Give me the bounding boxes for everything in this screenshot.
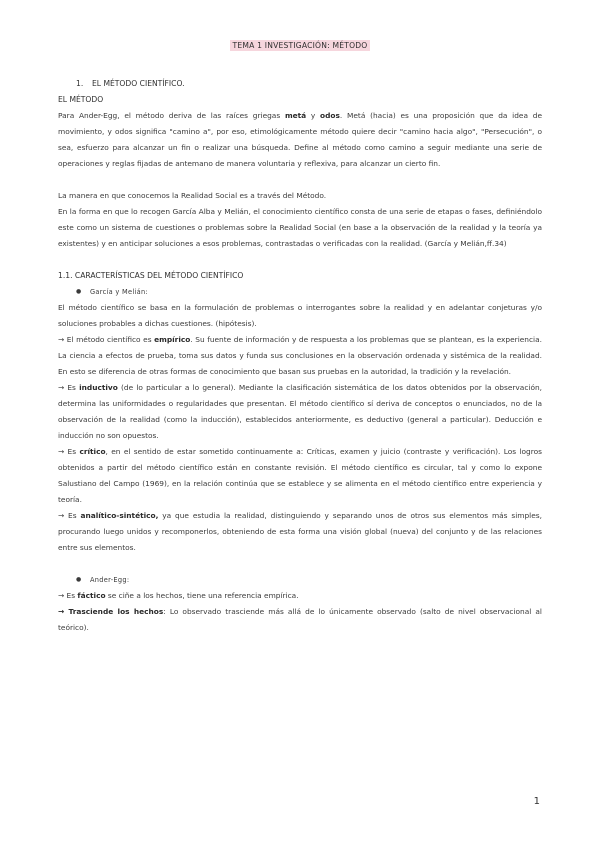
paragraph-realidad-social: La manera en que conocemos la Realidad Social es a través del Método. [58,191,327,200]
subheading-el-metodo: EL MÉTODO [58,95,104,104]
bullet-garcia-melian: ● García y Melián: [58,284,542,300]
section-heading: 1. EL MÉTODO CIENTÍFICO. [76,79,185,88]
paragraph-analitico: → Es analítico-sintético, ya que estudia la realidad, distinguiendo y separando unos de otros sus elementos más simples, procurando luego unidos y recomponerlos, obteniendo de esta forma una visión global (nueva) del conjunto y de las relaciones entre sus elementos. [58,511,542,552]
section-heading-caracteristicas: 1.1. CARACTERÍSTICAS DEL MÉTODO CIENTÍFICO [58,271,244,280]
paragraph-inductivo: → Es inductivo (de lo particular a lo general). Mediante la clasificación sistemática de los datos obtenidos por la observación, determina las uniformidades o regularidades que presentan. El método científico sí deriva de conceptos o enunciados, no de la observación de la realidad (como la inducción), establecidos anteriormente, es deductivo (general a particular). Deducción e inducción no son opuestos. [58,383,542,440]
paragraph-intro: El método científico se basa en la formulación de problemas o interrogantes sobre la realidad y en adelantar conjeturas y/o soluciones probables a dichas cuestiones. (hipótesis). [58,303,542,328]
bullet-ander-egg: ● Ander-Egg: [58,572,542,588]
paragraph-critico: → Es crítico, en el sentido de estar sometido continuamente a: Críticas, examen y juicio (contraste y verificación). Los logros obtenidos a partir del método científico están en constante revisión. El método científico es circular, tal y como lo expone Salustiano del Campo (1969), en la relación continúa que se establece y se alimenta en el método científico entre experiencia y teoría. [58,447,542,504]
paragraph-empirico: → El método científico es empírico. Su fuente de información y de respuesta a los problemas que se plantean, es la experiencia. La ciencia a efectos de prueba, toma sus datos y funda sus conclusiones en la observación ordenada y sistémica de la realidad. En esto se diferencia de otras formas de conocimiento que basan sus pruebas en la autoridad, la tradición y la revelación. [58,335,542,376]
page-number: 1 [533,796,540,807]
title-highlight: TEMA 1 INVESTIGACIÓN: MÉTODO [230,40,371,51]
paragraph-garcia-melian: En la forma en que lo recogen García Alba y Melián, el conocimiento científico consta de una serie de etapas o fases, definiéndolo este como un sistema de cuestiones o problemas sobre la Realidad Social (en base a la observación de la realidad y la teoría ya existentes) y en anticipar soluciones a esos problemas, contrastadas o verificadas con la realidad. (García y Melián,ff.34) [58,207,542,248]
bullet-icon: ● [76,288,82,295]
bullet-icon: ● [76,576,82,583]
paragraph-ander-egg: Para Ander-Egg, el método deriva de las raíces griegas metá y odos. Metá (hacia) es una proposición que da idea de movimiento, y odos significa "camino a", por eso, etimológicamente método quiere decir "camino hacia algo", "Persecución", o sea, esfuerzo para alcanzar un fin o realizar una búsqueda. Define al método como camino a seguir mediante una serie de operaciones y reglas fijadas de antemano de manera voluntaria y reflexiva, para alcanzar un cierto fin. [58,111,542,168]
paragraph-factico: → Es fáctico se ciñe a los hechos, tiene una referencia empírica. [58,591,299,600]
document-page [58,38,542,636]
paragraph-trasciende: → Trasciende los hechos: Lo observado trasciende más allá de lo únicamente observado (salto de nivel observacional al teórico). [58,607,542,632]
document-title [58,38,542,54]
